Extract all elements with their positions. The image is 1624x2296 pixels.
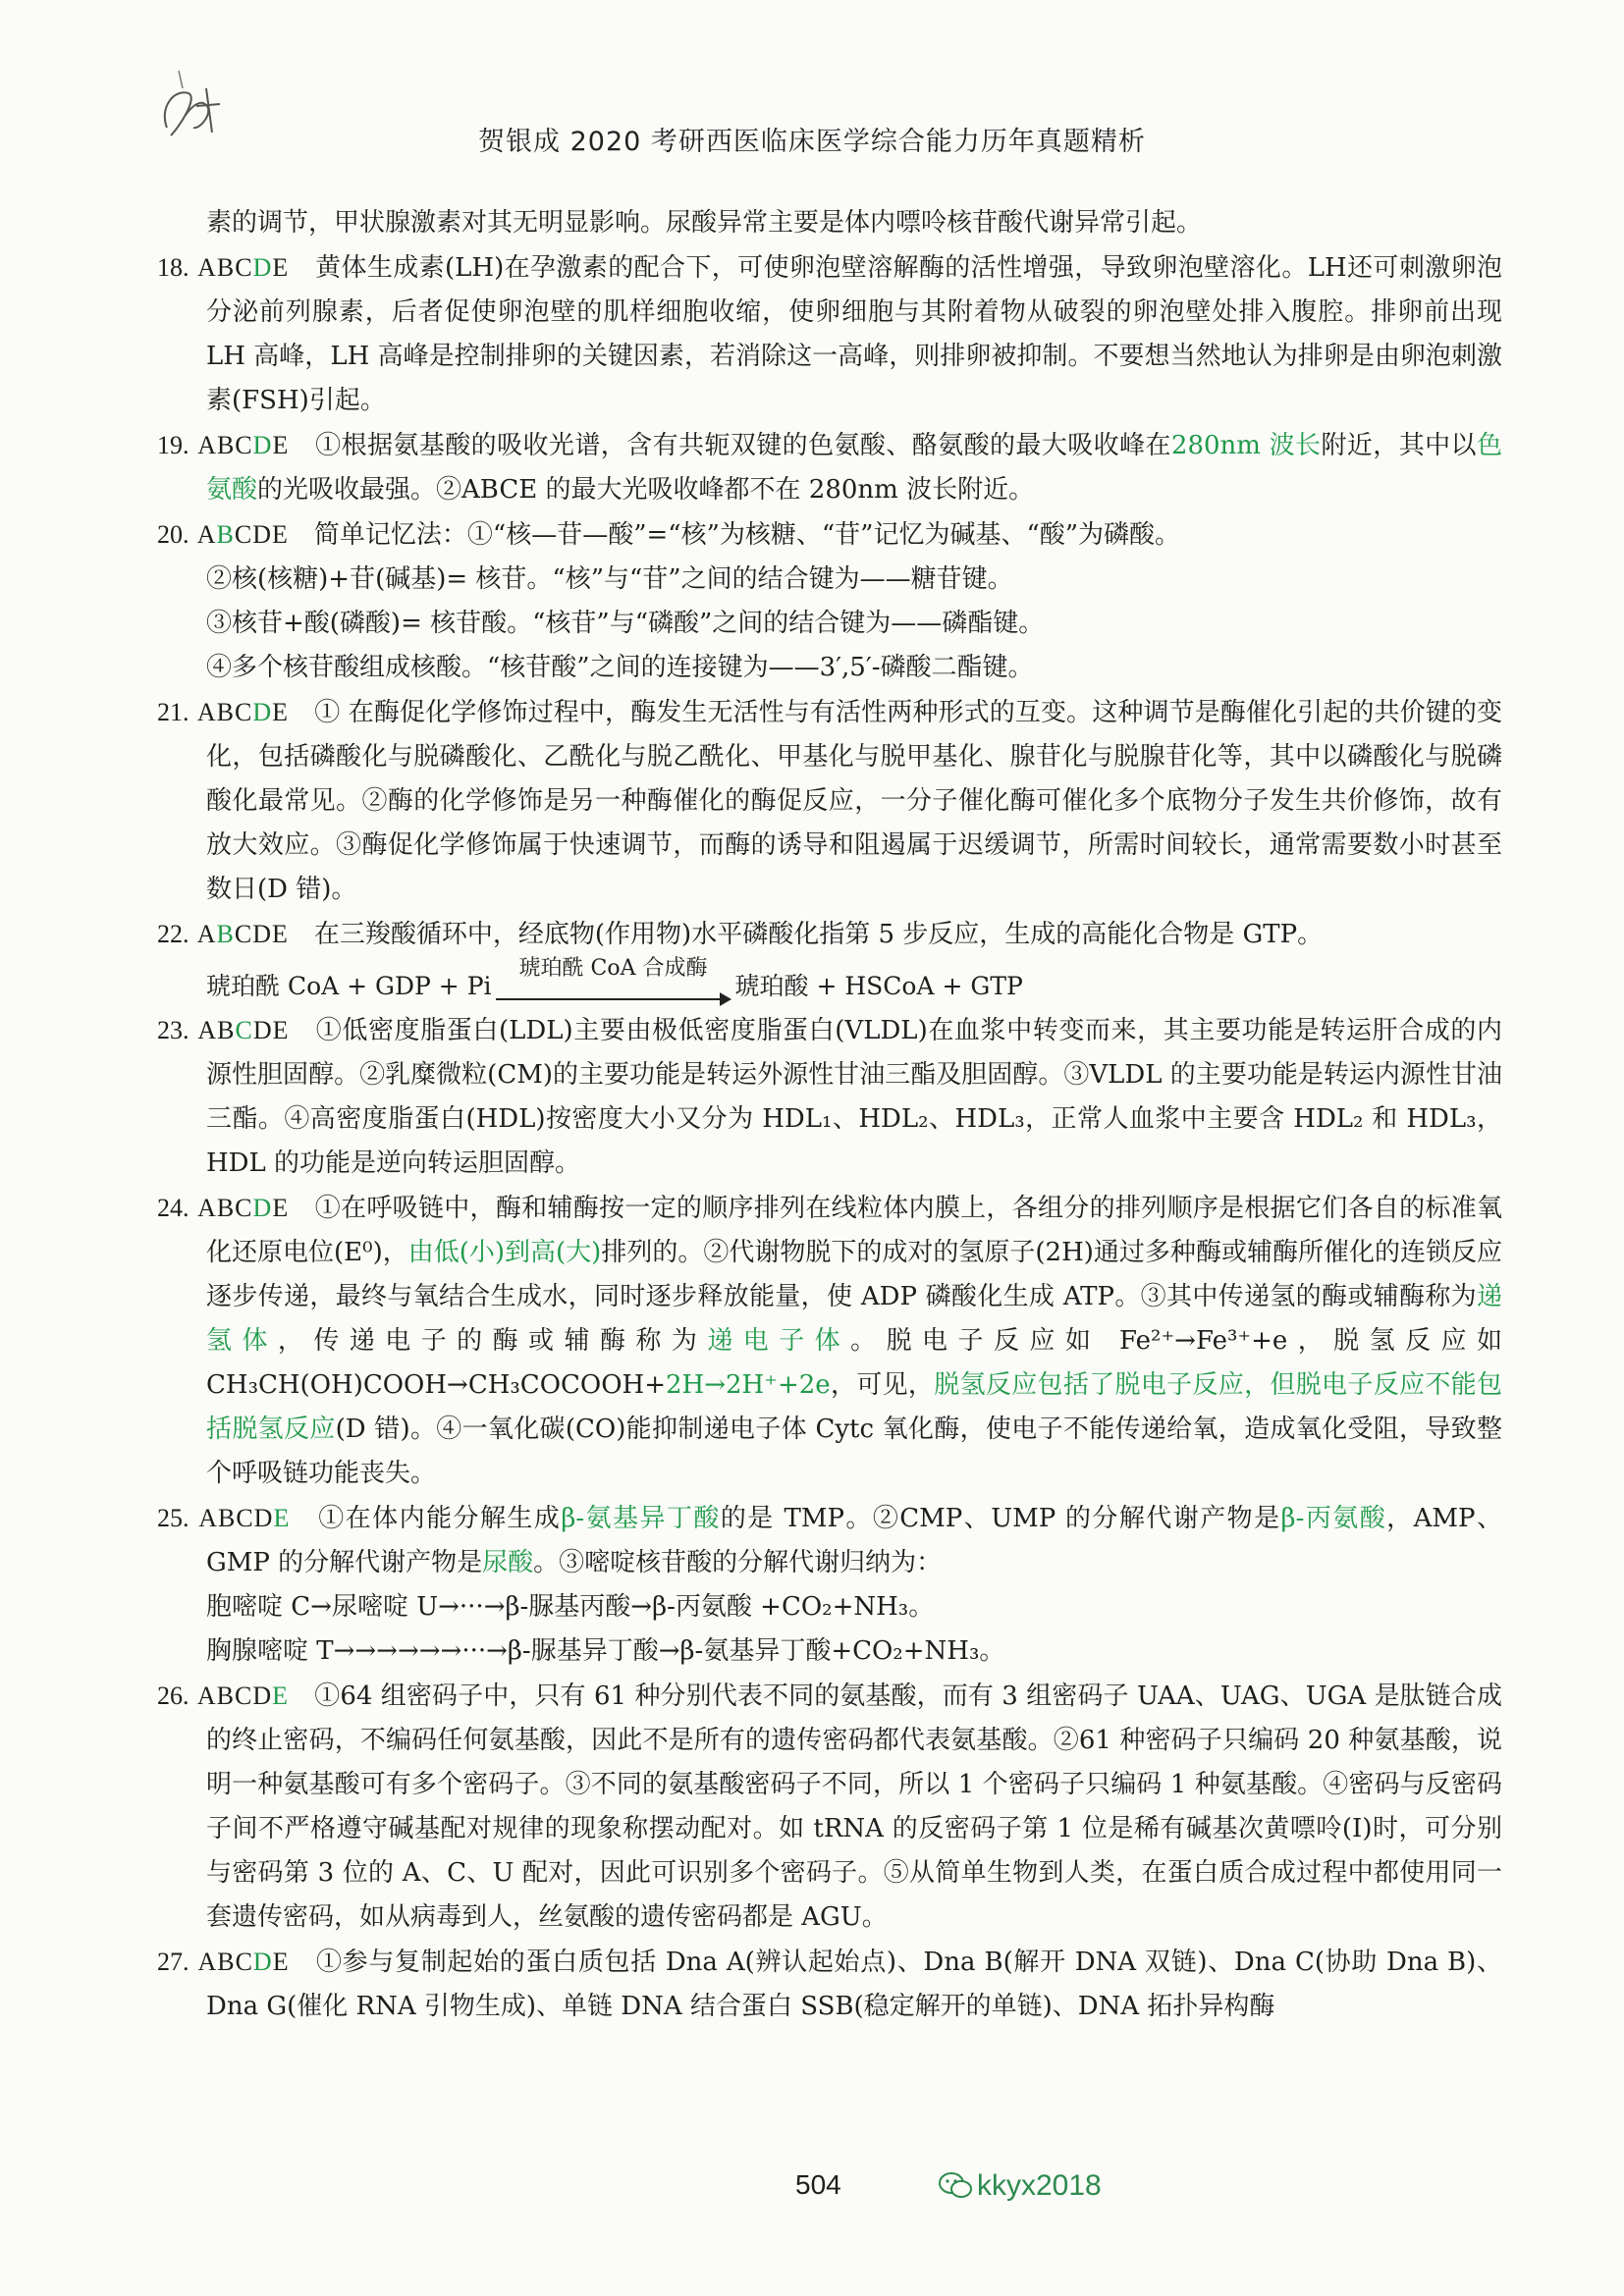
correct-answer: D xyxy=(252,698,273,726)
question-22 xyxy=(157,912,1502,957)
question-number: 18. xyxy=(157,253,189,282)
correct-answer: D xyxy=(252,1194,273,1222)
question-25: 25. ABCDE ①在体内能分解生成β-氨基异丁酸的是 TMP。②CMP、UMP 的分解代谢产物是β-丙氨酸，AMP、GMP 的分解代谢产物是尿酸。③嘧啶核苷酸的分解代谢归纳为： xyxy=(157,1504,1502,1577)
explanation: ①参与复制起始的蛋白质包括 Dna A(辨认起始点)、Dna B(解开 DNA 双链)、Dna C(协助 Dna B)、Dna G(催化 RNA 引物生成)、单链 DNA 结合蛋白 SSB(稳定解开的单链)、DNA 拓扑异构酶 xyxy=(206,1948,1502,2021)
answer-options: ABCDE xyxy=(197,431,290,459)
explanation-line: ④多个核苷酸组成核酸。“核苷酸”之间的连接键为——3′,5′-磷酸二酯键。 xyxy=(206,653,1034,682)
question-number: 19. xyxy=(157,431,189,459)
continuation-text: 素的调节，甲状腺激素对其无明显影响。尿酸异常主要是体内嘌呤核苷酸代谢异常引起。 xyxy=(206,208,1203,238)
reaction-arrow xyxy=(496,956,731,1008)
question-19: 19. ABCDE ①根据氨基酸的吸收光谱，含有共轭双键的色氨酸、酪氨酸的最大吸收峰在280nm 波长附近，其中以色氨酸的光吸收最强。②ABCE 的最大光吸收峰都不在 280nm 波长附近。 xyxy=(157,431,1502,505)
correct-answer: B xyxy=(216,920,235,948)
question-number: 25. xyxy=(157,1504,189,1532)
question-number: 27. xyxy=(157,1948,189,1976)
correct-answer: C xyxy=(235,1016,253,1044)
highlight: β-氨基异丁酸 xyxy=(561,1504,721,1533)
question-23 xyxy=(157,1008,1502,1186)
highlight: 2H→2H⁺+2e xyxy=(666,1370,831,1400)
highlight: 280nm 波长 xyxy=(1170,431,1322,460)
question-number: 23. xyxy=(157,1016,189,1044)
question-20 xyxy=(157,512,1502,558)
explanation-line: ②核(核糖)+苷(碱基)= 核苷。“核”与“苷”之间的结合键为——糖苷键。 xyxy=(206,564,1013,594)
correct-answer: B xyxy=(216,520,235,549)
explanation: ① 在酶促化学修饰过程中，酶发生无活性与有活性两种形式的互变。这种调节是酶催化引起的共价键的变化，包括磷酸化与脱磷酸化、乙酰化与脱乙酰化、甲基化与脱甲基化、腺苷化与脱腺苷化等，其中以磷酸化与脱磷酸化最常见。②酶的化学修饰是另一种酶催化的酶促反应，一分子催化酶可催化多个底物分子发生共价修饰，故有放大效应。③酶促化学修饰属于快速调节，而酶的诱导和阻遏属于迟缓调节，所需时间较长，通常需要数小时甚至数日(D 错)。 xyxy=(206,698,1502,904)
answer-options: ABCDE xyxy=(197,253,290,282)
answer-options: ABCDE xyxy=(197,1194,290,1222)
watermark-text: kkyx2018 xyxy=(977,2169,1102,2202)
page-header: 贺银成 2020 考研西医临床医学综合能力历年真题精析 xyxy=(478,127,1146,157)
answer-options: ABCDE xyxy=(197,1948,290,1976)
question-26 xyxy=(157,1674,1502,1940)
highlight: 脱氢反应包括了脱电子反应，但脱电子反应不能包括脱氢反应 xyxy=(206,1370,1502,1444)
explanation: 在三羧酸循环中，经底物(作用物)水平磷酸化指第 5 步反应，生成的高能化合物是 GTP。 xyxy=(313,920,1324,949)
answer-options: ABCDE xyxy=(196,1682,290,1710)
wechat-icon xyxy=(938,2171,973,2201)
question-number: 21. xyxy=(157,698,189,726)
pathway-line: 胸腺嘧啶 T→→→→→→···→β-脲基异丁酸→β-氨基异丁酸+CO₂+NH₃。 xyxy=(206,1636,1005,1666)
correct-answer: E xyxy=(273,1504,291,1532)
question-number: 26. xyxy=(157,1682,189,1710)
answer-options: ABCDE xyxy=(196,920,289,948)
question-number: 20. xyxy=(157,520,189,549)
page-content xyxy=(157,201,1502,2029)
answer-options: ABCDE xyxy=(198,1504,291,1532)
reaction-equation xyxy=(157,957,1502,1008)
page-number: 504 xyxy=(795,2169,841,2200)
highlight: 尿酸 xyxy=(482,1548,534,1577)
highlight: 递氢体 xyxy=(206,1282,1502,1356)
highlight: 递电子体 xyxy=(707,1326,851,1356)
highlight: 色氨酸 xyxy=(206,431,1502,505)
question-18 xyxy=(157,245,1502,423)
question-number: 24. xyxy=(157,1194,189,1222)
question-27 xyxy=(157,1940,1502,2029)
correct-answer: D xyxy=(252,1948,273,1976)
highlight: 由低(小)到高(大) xyxy=(407,1238,602,1267)
correct-answer: D xyxy=(252,253,273,282)
equation-reactants: 琥珀酰 CoA + GDP + Pi xyxy=(206,972,492,1000)
explanation-line: ③核苷+酸(磷酸)= 核苷酸。“核苷”与“磷酸”之间的结合键为——磷酯键。 xyxy=(206,609,1045,638)
explanation: ①64 组密码子中，只有 61 种分别代表不同的氨基酸，而有 3 组密码子 UAA、UAG、UGA 是肽链合成的终止密码，不编码任何氨基酸，因此不是所有的遗传密码都代表氨基酸。②61 种密码子只编码 20 种氨基酸，说明一种氨基酸可有多个密码子。③不同的氨基酸密码子不同，所以 1 个密码子只编码 1 种氨基酸。④密码与反密码子间不严格遵守碱基配对规律的现象称摆动配对。如 tRNA 的反密码子第 1 位是稀有碱基次黄嘌呤(I)时，可分别与密码第 3 位的 A、C、U 配对，因此可识别多个密码子。⑤从简单生物到人类，在蛋白质合成过程中都使用同一套遗传密码，如从病毒到人，丝氨酸的遗传密码都是 AGU。 xyxy=(206,1682,1502,1932)
equation-products: 琥珀酸 + HSCoA + GTP xyxy=(734,972,1023,1000)
correct-answer: E xyxy=(272,1682,290,1710)
pathway-line: 胞嘧啶 C→尿嘧啶 U→···→β-脲基丙酸→β-丙氨酸 +CO₂+NH₃。 xyxy=(206,1592,935,1622)
explanation: ①低密度脂蛋白(LDL)主要由极低密度脂蛋白(VLDL)在血浆中转变而来，其主要功能是转运肝合成的内源性胆固醇。②乳糜微粒(CM)的主要功能是转运外源性甘油三酯及胆固醇。③VLDL 的主要功能是转运内源性甘油三酯。④高密度脂蛋白(HDL)按密度大小又分为 HDL₁、HDL₂、HDL₃，正常人血浆中主要含 HDL₂ 和 HDL₃，HDL 的功能是逆向转运胆固醇。 xyxy=(206,1016,1502,1178)
answer-options: ABCDE xyxy=(196,520,289,549)
explanation: 简单记忆法：①“核—苷—酸”=“核”为核糖、“苷”记忆为碱基、“酸”为磷酸。 xyxy=(313,520,1181,550)
watermark xyxy=(938,2169,1102,2203)
highlight: β-丙氨酸 xyxy=(1280,1504,1387,1533)
answer-options: ABCDE xyxy=(197,1016,290,1044)
question-24: 24. ABCDE ①在呼吸链中，酶和辅酶按一定的顺序排列在线粒体内膜上，各组分的排列顺序是根据它们各自的标准氧化还原电位(E⁰)，由低(小)到高(大)排列的。②代谢物脱下的成对的氢原子(2H)通过多种酶或辅酶所催化的连锁反应逐步传递，最终与氧结合生成水，同时逐步释放能量，使 ADP 磷酸化生成 ATP。③其中传递氢的酶或辅酶称为递氢体，传递电子的酶或辅酶称为递电子体。脱电子反应如 Fe²⁺→Fe³⁺+e，脱氢反应如 CH₃CH(OH)COOH→CH₃COCOOH+2H→2H⁺+2e，可见，脱氢反应包括了脱电子反应，但脱电子反应不能包括脱氢反应(D 错)。④一氧化碳(CO)能抑制递电子体 Cytc 氧化酶，使电子不能传递给氧，造成氧化受阻，导致整个呼吸链功能丧失。 xyxy=(157,1194,1502,1488)
answer-options: ABCDE xyxy=(196,698,290,726)
correct-answer: D xyxy=(252,431,273,459)
enzyme-label: 琥珀酰 CoA 合成酶 xyxy=(518,956,708,981)
explanation: 黄体生成素(LH)在孕激素的配合下，可使卵泡壁溶解酶的活性增强，导致卵泡壁溶化。LH还可刺激卵泡分泌前列腺素，后者促使卵泡壁的肌样细胞收缩，使卵细胞与其附着物从破裂的卵泡壁处排入腹腔。排卵前出现 LH 高峰，LH 高峰是控制排卵的关键因素，若消除这一高峰，则排卵被抑制。不要想当然地认为排卵是由卵泡刺激素(FSH)引起。 xyxy=(206,253,1502,415)
question-number: 22. xyxy=(157,920,189,948)
question-21 xyxy=(157,690,1502,912)
